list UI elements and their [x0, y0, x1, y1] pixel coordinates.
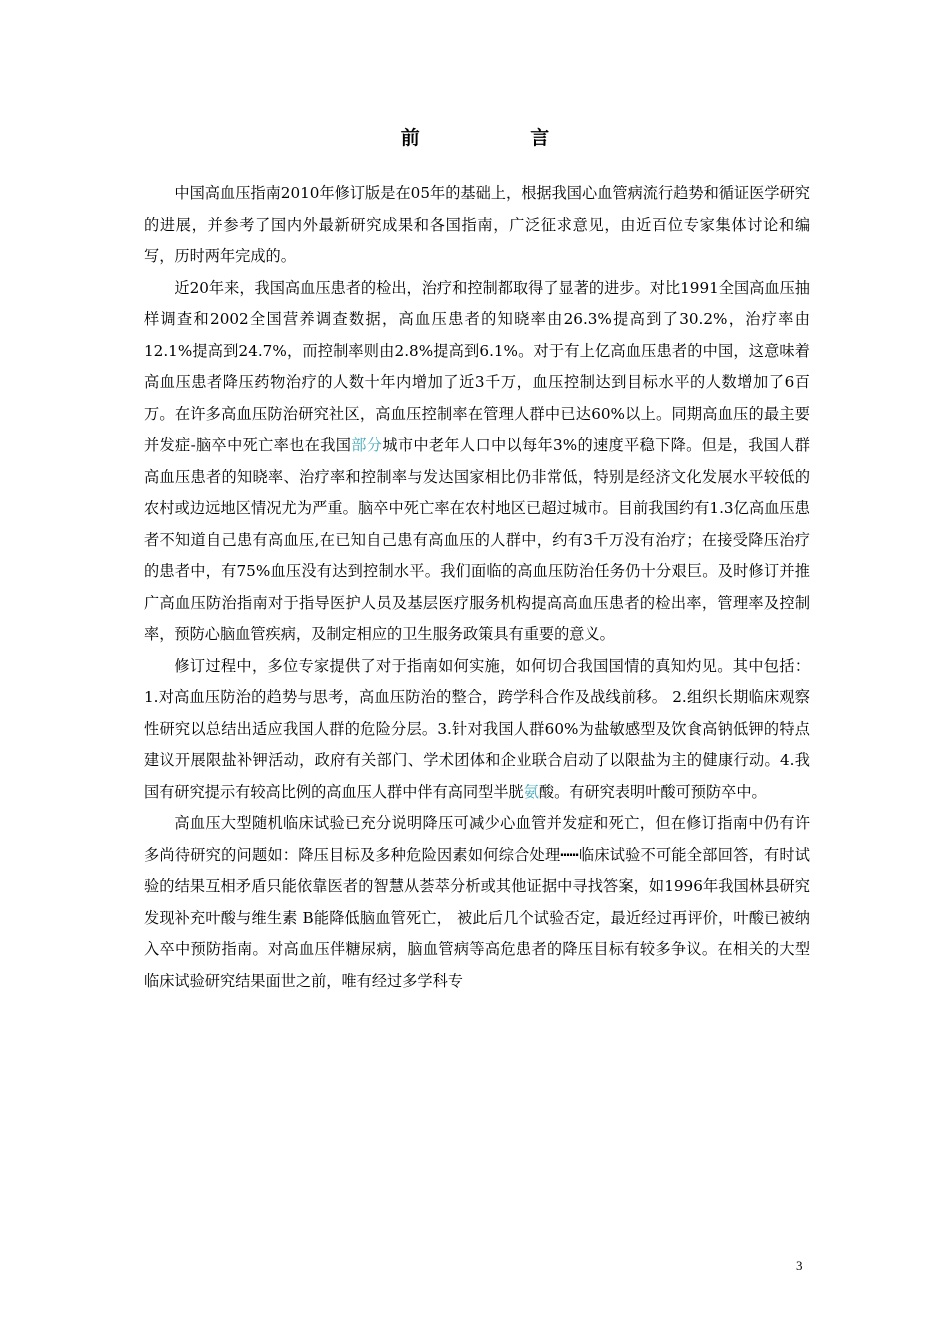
paragraph-text: 近20年来，我国高血压患者的检出，治疗和控制都取得了显著的进步。对比1991全国高血压抽样调查和2002全国营养调查数据，高血压患者的知晓率由26.3%提高到了30.2%，治疗率由12.1%提高到24.7%，而控制率则由2.8%提高到6.1%。对于有上亿高血压患者的中国，这意味着高血压患者降压药物治疗的人数十年内增加了近3千万，血压控制达到目标水平的人数增加了6百万。在许多高血压防治研究社区，高血压控制率在管理人群中已达60%以上。同期高血压的最主要并发症-脑卒中死亡率也在我国 [144, 278, 810, 454]
paragraph-text: 酸。有研究表明叶酸可预防卒中。 [538, 782, 767, 801]
highlighted-text: 部分 [351, 436, 383, 454]
paragraph-2 [144, 273, 810, 651]
page-number: 3 [796, 1258, 803, 1273]
paragraph-text: 中国高血压指南2010年修订版是在05年的基础上，根据我国心血管病流行趋势和循证医学研究的进展，并参考了国内外最新研究成果和各国指南，广泛征求意见，由近百位专家集体讨论和编写，历时两年完成的。 [144, 184, 810, 265]
page-title: 前 言 [400, 127, 602, 149]
highlighted-text: 氨 [523, 782, 539, 801]
paragraph-text: 高血压大型随机临床试验已充分说明降压可减少心血管并发症和死亡，但在修订指南中仍有许多尚待研究的问题如：降压目标及多种危险因素如何综合处理┅┅临床试验不可能全部回答，有时试验的结果互相矛盾只能依靠医者的智慧从荟萃分析或其他证据中寻找答案，如1996年我国林县研究发现补充叶酸与维生素 B能降低脑血管死亡， 被此后几个试验否定，最近经过再评价，叶酸已被纳入卒中预防指南。对高血压伴糖尿病，脑血管病等高危患者的降压目标有较多争议。在相关的大型临床试验研究结果面世之前，唯有经过多学科专 [144, 814, 810, 990]
paragraph-1 [144, 178, 810, 273]
body-text [144, 178, 810, 997]
paragraph-text: 修订过程中，多位专家提供了对于指南如何实施，如何切合我国国情的真知灼见。其中包括：1.对高血压防治的趋势与思考，高血压防治的整合，跨学科合作及战线前移。 2.组织长期临床观察性研究以总结出适应我国人群的危险分层。3.针对我国人群60%为盐敏感型及饮食高钠低钾的特点建议开展限盐补钾活动，政府有关部门、学术团体和企业联合启动了以限盐为主的健康行动。4.我国有研究提示有较高比例的高血压人群中伴有高同型半胱 [144, 656, 810, 801]
paragraph-4 [144, 808, 810, 997]
paragraph-text: 城市中老年人口中以每年3%的速度平稳下降。但是，我国人群高血压患者的知晓率、治疗率和控制率与发达国家相比仍非常低，特别是经济文化发展水平较低的农村或边远地区情况尤为严重。脑卒中死亡率在农村地区已超过城市。目前我国约有1.3亿高血压患者不知道自己患有高血压,在已知自己患有高血压的人群中，约有3千万没有治疗；在接受降压治疗的患者中，有75%血压没有达到控制水平。我们面临的高血压防治任务仍十分艰巨。及时修订并推广高血压防治指南对于指导医护人员及基层医疗服务机构提高高血压患者的检出率，管理率及控制率，预防心脑血管疾病，及制定相应的卫生服务政策具有重要的意义。 [144, 436, 810, 643]
paragraph-3 [144, 651, 810, 809]
